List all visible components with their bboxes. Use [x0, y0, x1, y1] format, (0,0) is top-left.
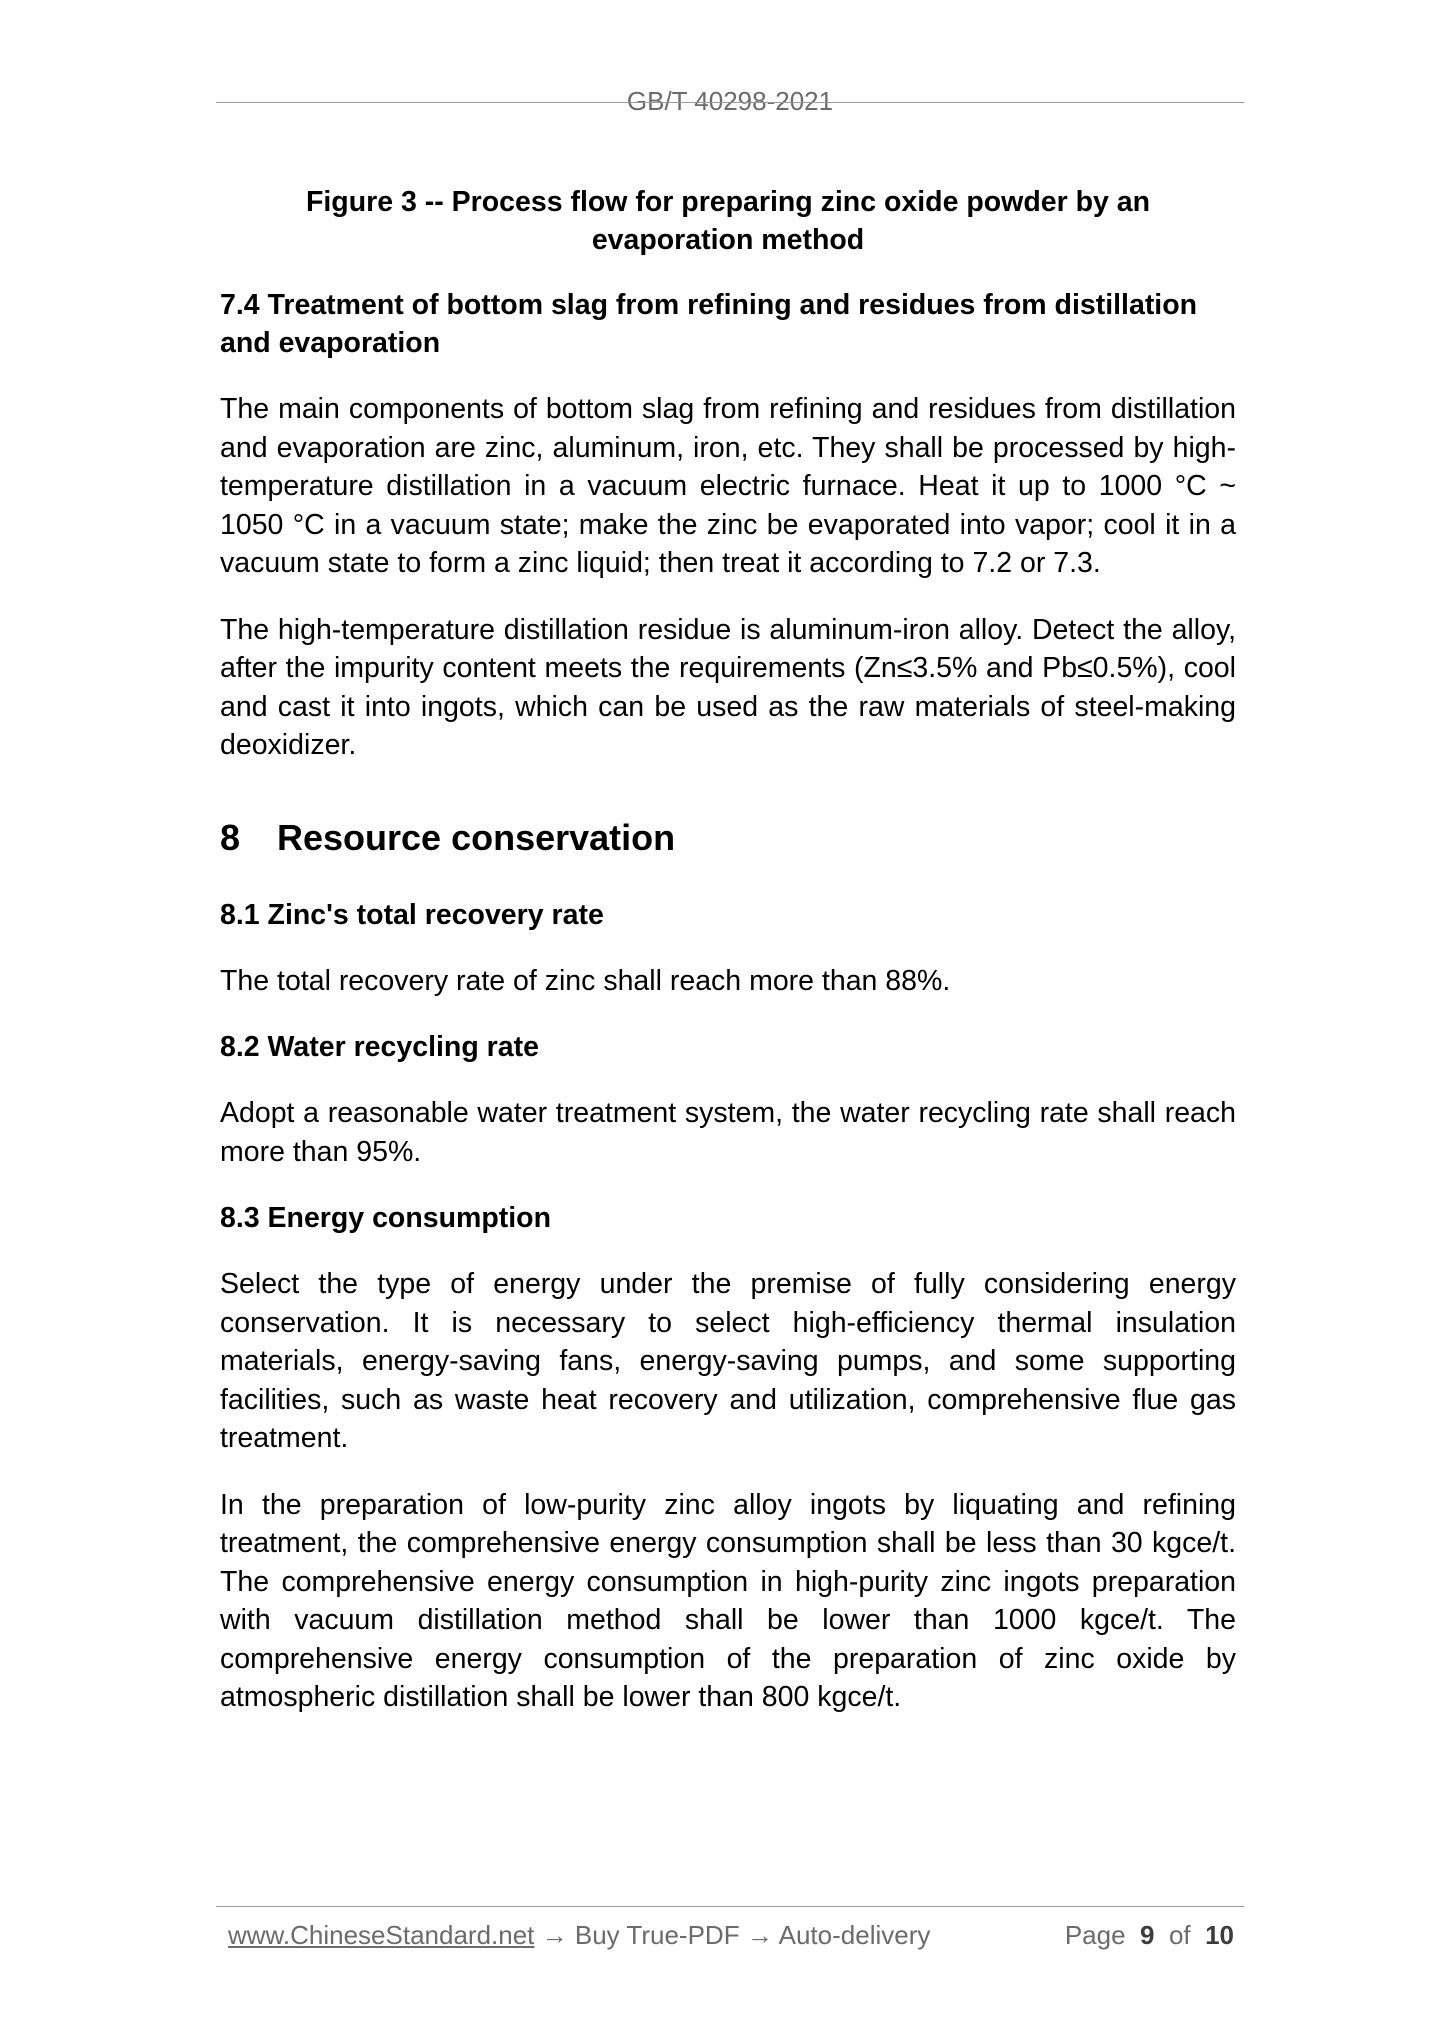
figure-caption [220, 183, 1236, 259]
arrow-right-icon: → [746, 1920, 773, 1950]
page-content [220, 183, 1236, 1745]
section-8-heading [220, 816, 1236, 860]
page-of-label: of [1168, 1920, 1191, 1950]
document-id-header: GB/T 40298-2021 [626, 86, 834, 116]
page-indicator [1065, 1917, 1234, 1953]
header-divider [216, 102, 1244, 103]
section-7-4-paragraph-2: The high-temperature distillation residue is aluminum-iron alloy. Detect the alloy, after the impurity content meets the requirements (Zn≤3.5% and Pb≤0.5%), cool and cast it into ingots, which can be used as the raw materials of steel-making deoxidizer. [220, 613, 1236, 761]
section-8-1-text: The total recovery rate of zinc shall reach more than 88%. [220, 964, 951, 997]
section-8-title: Resource conservation [277, 816, 676, 858]
section-8-1-heading: 8.1 Zinc's total recovery rate [220, 898, 604, 931]
section-8-2-heading: 8.2 Water recycling rate [220, 1031, 539, 1063]
section-8-3-heading: 8.3 Energy consumption [220, 1202, 551, 1234]
page-total: 10 [1205, 1920, 1234, 1950]
auto-delivery-text: Auto-delivery [778, 1920, 931, 1950]
page-label: Page [1064, 1920, 1126, 1950]
section-8-number: 8 [220, 816, 241, 858]
section-8-3-paragraph-1: Select the type of energy under the premise of fully considering energy conservation. It is necessary to select high-efficiency thermal insulation materials, energy-saving fans, energy-saving pumps, and some supporting facilities, such as waste heat recovery and utilization, comprehensive flue gas treatment. [220, 1268, 1236, 1454]
figure-caption-line-2: evaporation method [591, 224, 865, 256]
section-8-2-text: Adopt a reasonable water treatment system, the water recycling rate shall reach more than 95%. [220, 1097, 1236, 1168]
buy-pdf-link[interactable]: Buy True-PDF [574, 1920, 740, 1950]
figure-caption-line-1: Figure 3 -- Process flow for preparing zinc oxide powder by an [305, 186, 1151, 218]
arrow-right-icon: → [541, 1920, 568, 1950]
site-link[interactable]: www.ChineseStandard.net [228, 1920, 535, 1950]
section-8-3-paragraph-2: In the preparation of low-purity zinc alloy ingots by liquating and refining treatment, the comprehensive energy consumption shall be less than 30 kgce/t. The comprehensive energy consumption in high-purity zinc ingots preparation with vacuum distillation method shall be lower than 1000 kgce/t. The comprehensive energy consumption of the preparation of zinc oxide by atmospheric distillation shall be lower than 800 kgce/t. [220, 1488, 1236, 1713]
section-7-4-paragraph-1: The main components of bottom slag from refining and residues from distillation and evaporation are zinc, aluminum, iron, etc. They shall be processed by high-temperature distillation in a vacuum electric furnace. Heat it up to 1000 °C ~ 1050 °C in a vacuum state; make the zinc be evaporated into vapor; cool it in a vacuum state to form a zinc liquid; then treat it according to 7.2 or 7.3. [220, 393, 1236, 579]
footer-links [228, 1917, 930, 1953]
page-current: 9 [1140, 1920, 1155, 1950]
section-7-4-heading: 7.4 Treatment of bottom slag from refining and residues from distillation and evaporation [220, 289, 1198, 359]
footer-divider [216, 1906, 1244, 1907]
